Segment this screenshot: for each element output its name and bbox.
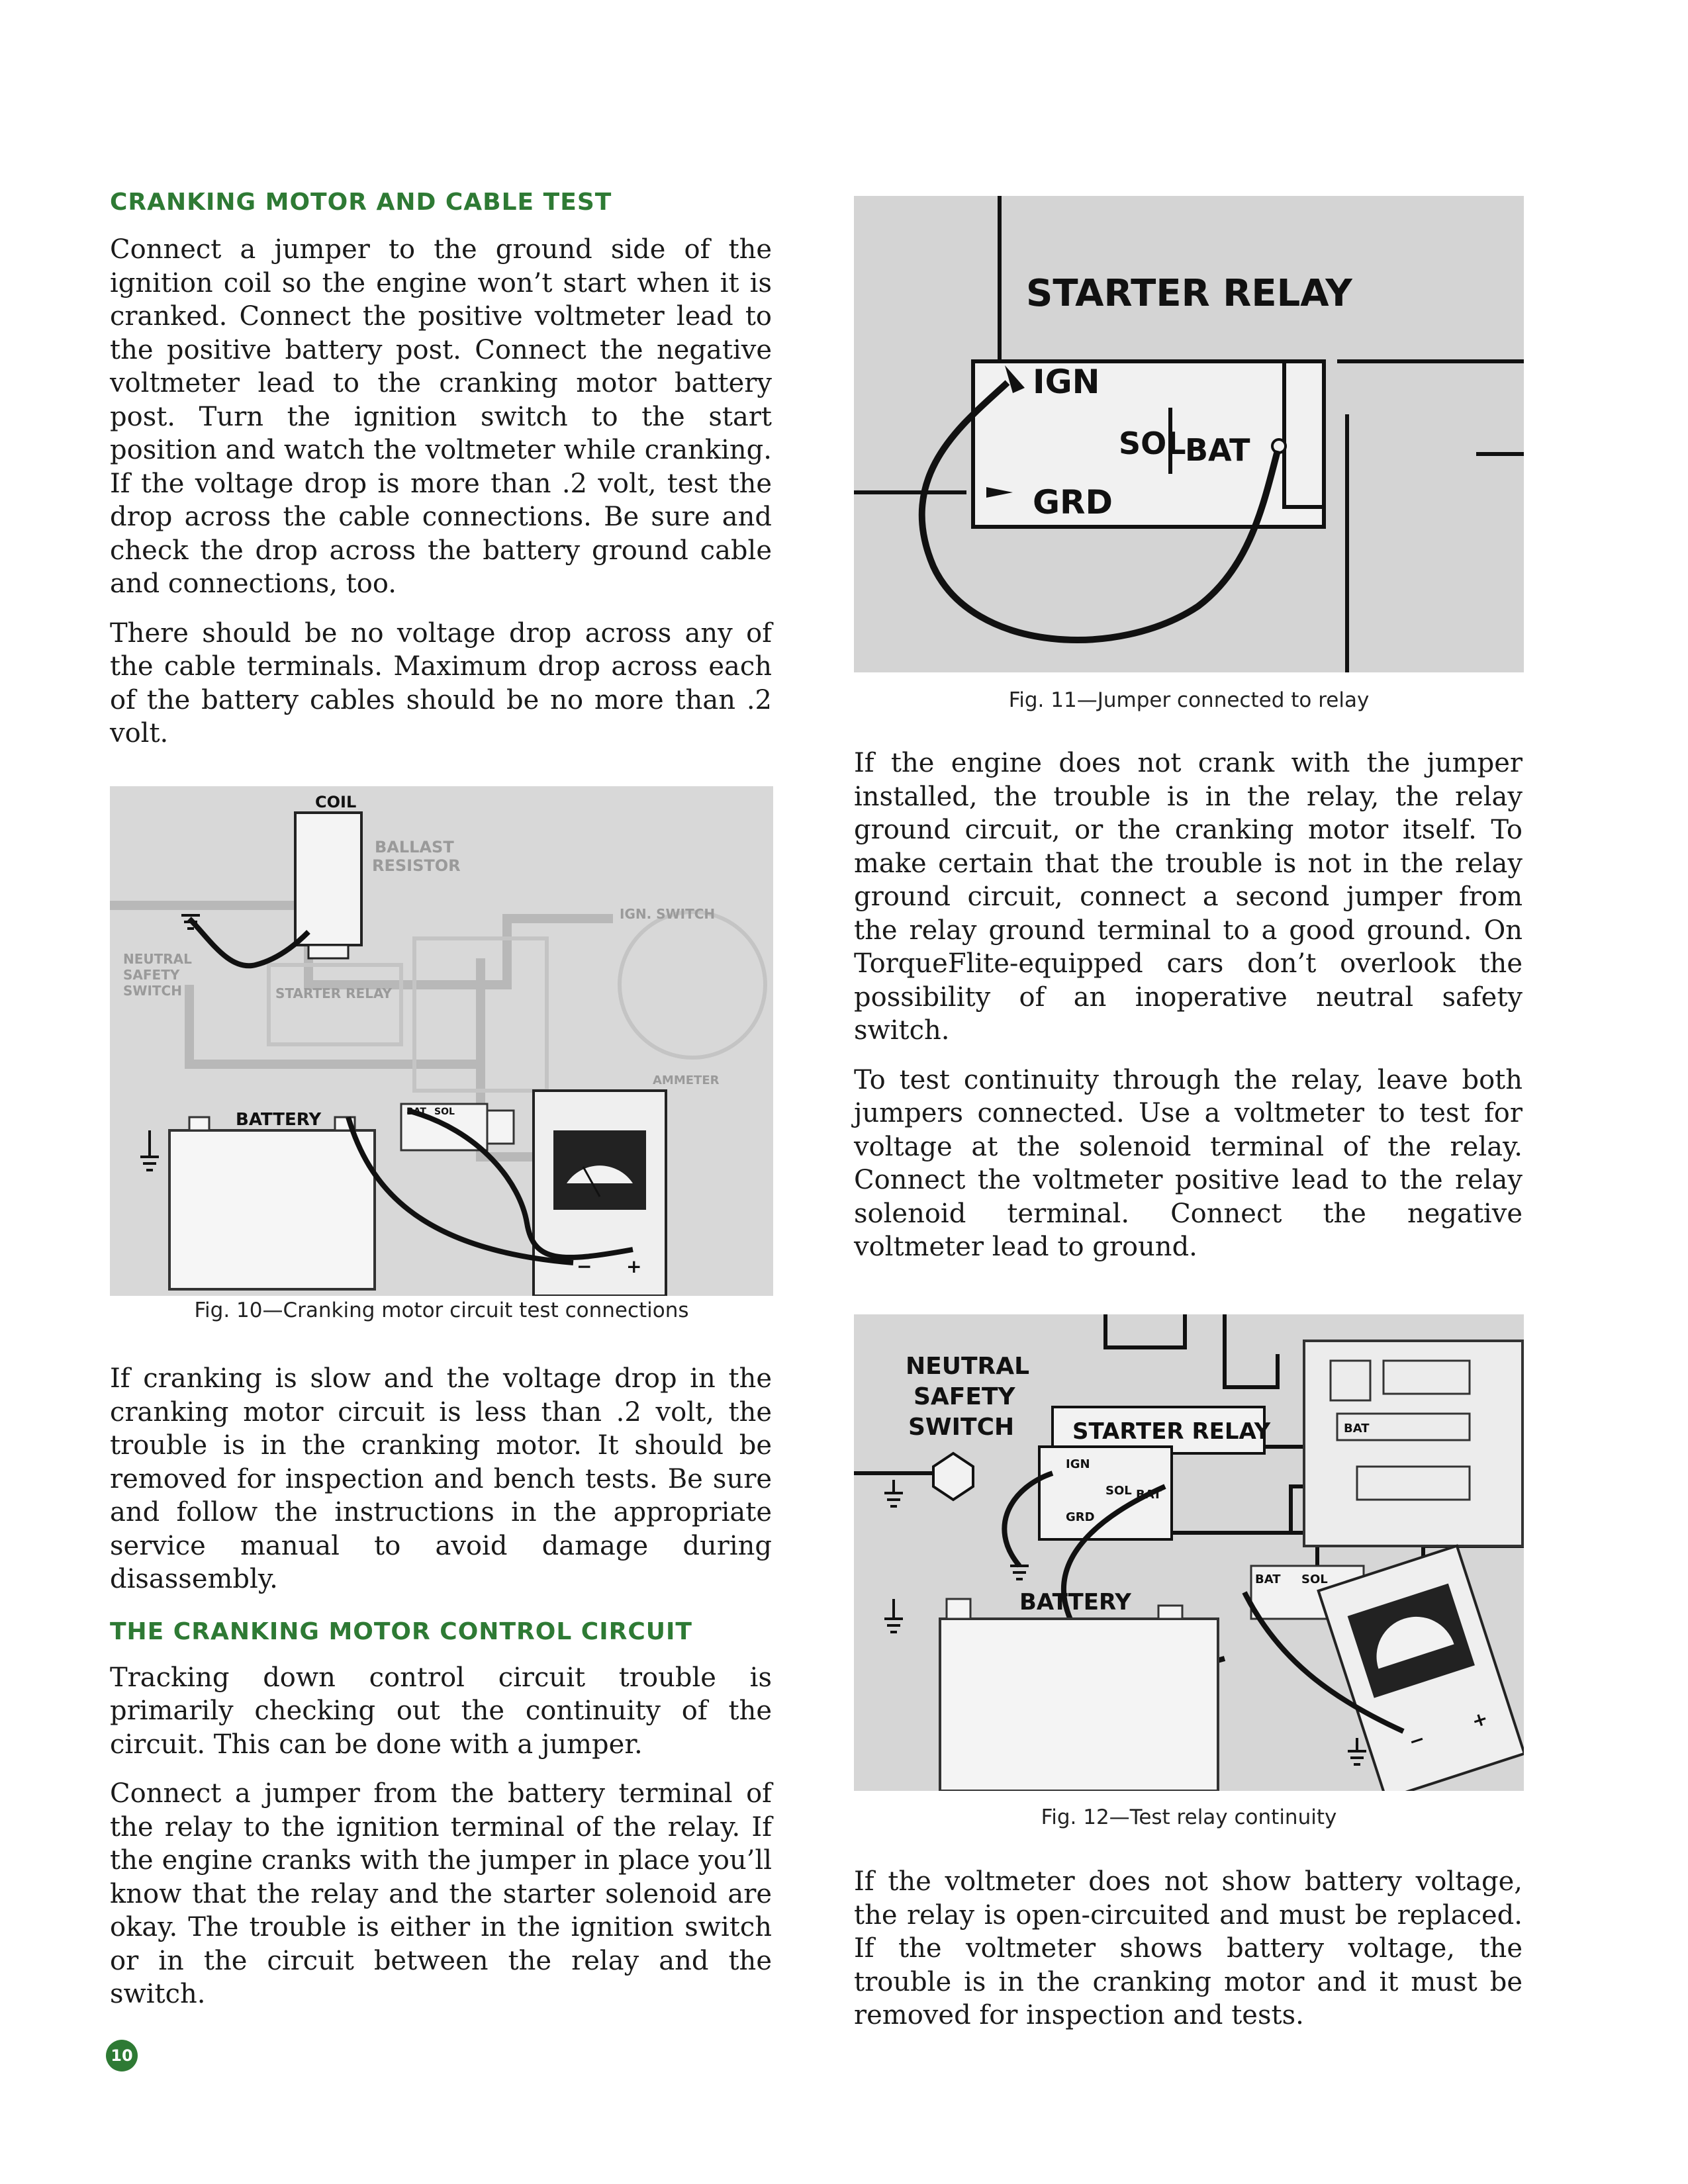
- paragraph: If the voltmeter does not show battery voltage, the relay is open-circuited and must be replaced. If the voltmeter shows battery voltage, the trouble is in the cranking motor and it must be removed for inspection and tests.: [854, 1866, 1523, 2030]
- meter-minus-label: −: [577, 1255, 592, 1277]
- ballast-label: BALLAST: [375, 838, 454, 856]
- paragraph: If the engine does not crank with the jumper installed, the trouble is in the relay, the relay ground circuit, or the cranking motor itself. To make certain that the trouble is not in the relay ground circuit, connect a second jumper from the relay ground terminal to a good ground. On TorqueFlite-equipped cars don’t overlook the possibility of an inoperative neutral safety switch.: [854, 748, 1523, 1046]
- paragraph: To test continuity through the relay, leave both jumpers connected. Use a voltmeter to test for voltage at the solenoid terminal of the relay. Connect the voltmeter positive lead to the relay solenoid terminal. Connect the negative voltmeter lead to ground.: [854, 1064, 1523, 1262]
- page-number-badge: 10: [106, 2040, 138, 2071]
- figure-11-illustration: [854, 196, 1524, 672]
- paragraph: There should be no voltage drop across any of the cable terminals. Maximum drop across each of the battery cables should be no more than .2 volt.: [110, 617, 772, 749]
- switch-label: SWITCH: [908, 1414, 1015, 1441]
- figure-12-illustration: [854, 1314, 1524, 1791]
- meter-plus-label: +: [1469, 1707, 1491, 1733]
- cranking-circuit-diagram: [110, 786, 773, 1296]
- safety-label: SAFETY: [123, 967, 180, 983]
- resistor-label: RESISTOR: [372, 856, 461, 875]
- grd-terminal-label: GRD: [1066, 1510, 1095, 1524]
- switch-label: SWITCH: [123, 983, 182, 999]
- left-column-lower: [110, 1362, 772, 2011]
- figure-11-caption: Fig. 11—Jumper connected to relay: [1008, 688, 1370, 712]
- ign-terminal-label: IGN: [1033, 363, 1100, 401]
- right-column: [854, 747, 1523, 1264]
- paragraph: Tracking down control circuit trouble is primarily checking out the continuity of the circuit. This can be done with a jumper.: [110, 1662, 772, 1760]
- battery-label: BATTERY: [1019, 1589, 1131, 1615]
- figure-10-caption: Fig. 10—Cranking motor circuit test connections: [194, 1298, 689, 1322]
- starter-relay-label: STARTER RELAY: [275, 985, 392, 1001]
- neutral-label: NEUTRAL: [123, 951, 192, 967]
- bat-terminal-label: BAT: [1136, 1488, 1162, 1502]
- ign-switch-label: IGN. SWITCH: [620, 906, 716, 922]
- relay-continuity-diagram: [854, 1314, 1524, 1791]
- meter-minus-label: −: [1406, 1727, 1428, 1753]
- bat-terminal-label: BAT: [1185, 432, 1250, 468]
- bat-terminal-label: BAT: [406, 1107, 426, 1117]
- solenoid-sol-label: SOL: [1301, 1572, 1328, 1586]
- battery-label: BATTERY: [236, 1110, 322, 1130]
- sol-terminal-label: SOL: [1105, 1484, 1132, 1498]
- ammeter-label: AMMETER: [653, 1073, 720, 1087]
- paragraph: Connect a jumper from the battery terminal of the relay to the ignition terminal of the relay. If the engine cranks with the jumper in place you’ll know that the relay and the starter solenoid are okay. The trouble is either in the ignition switch or in the circuit between the relay and the switch.: [110, 1778, 772, 2009]
- sol-terminal-label: SOL: [434, 1107, 455, 1117]
- starter-relay-title: STARTER RELAY: [1026, 272, 1352, 315]
- figure-10-illustration: [110, 786, 773, 1296]
- heading-control-circuit: THE CRANKING MOTOR CONTROL CIRCUIT: [110, 1617, 692, 1645]
- starter-relay-label: STARTER RELAY: [1072, 1418, 1271, 1445]
- figure-12-caption: Fig. 12—Test relay continuity: [1041, 1805, 1337, 1829]
- right-column-lower: [854, 1865, 1523, 2032]
- neutral-label: NEUTRAL: [906, 1353, 1030, 1380]
- left-column: [110, 187, 772, 751]
- grd-terminal-label: GRD: [1033, 483, 1113, 522]
- solenoid-bat-label: BAT: [1255, 1572, 1281, 1586]
- coil-label: COIL: [315, 793, 357, 811]
- sol-terminal-label: SOL: [1119, 426, 1186, 461]
- paragraph: If cranking is slow and the voltage drop in the cranking motor circuit is less than .2 volt, the trouble is in the cranking motor. It should be removed for inspection and bench tests. Be sure and follow the instructions in the appropriate service manual to avoid damage during disassembly.: [110, 1363, 772, 1594]
- heading-cranking-motor-cable-test: CRANKING MOTOR AND CABLE TEST: [110, 189, 612, 216]
- ign-terminal-label: IGN: [1066, 1457, 1090, 1471]
- panel-bat-label: BAT: [1344, 1422, 1370, 1435]
- safety-label: SAFETY: [914, 1383, 1015, 1410]
- starter-relay-diagram: [854, 196, 1524, 672]
- paragraph: Connect a jumper to the ground side of the ignition coil so the engine won’t start when it is cranked. Connect the positive voltmeter lead to the positive battery post. Connect the negative voltmeter lead to the cranking motor battery post. Turn the ignition switch to the start position and watch the voltmeter while cranking. If the voltage drop is more than .2 volt, test the drop across the cable connections. Be sure and check the drop across the battery ground cable and connections, too.: [110, 234, 772, 599]
- meter-plus-label: +: [626, 1255, 642, 1277]
